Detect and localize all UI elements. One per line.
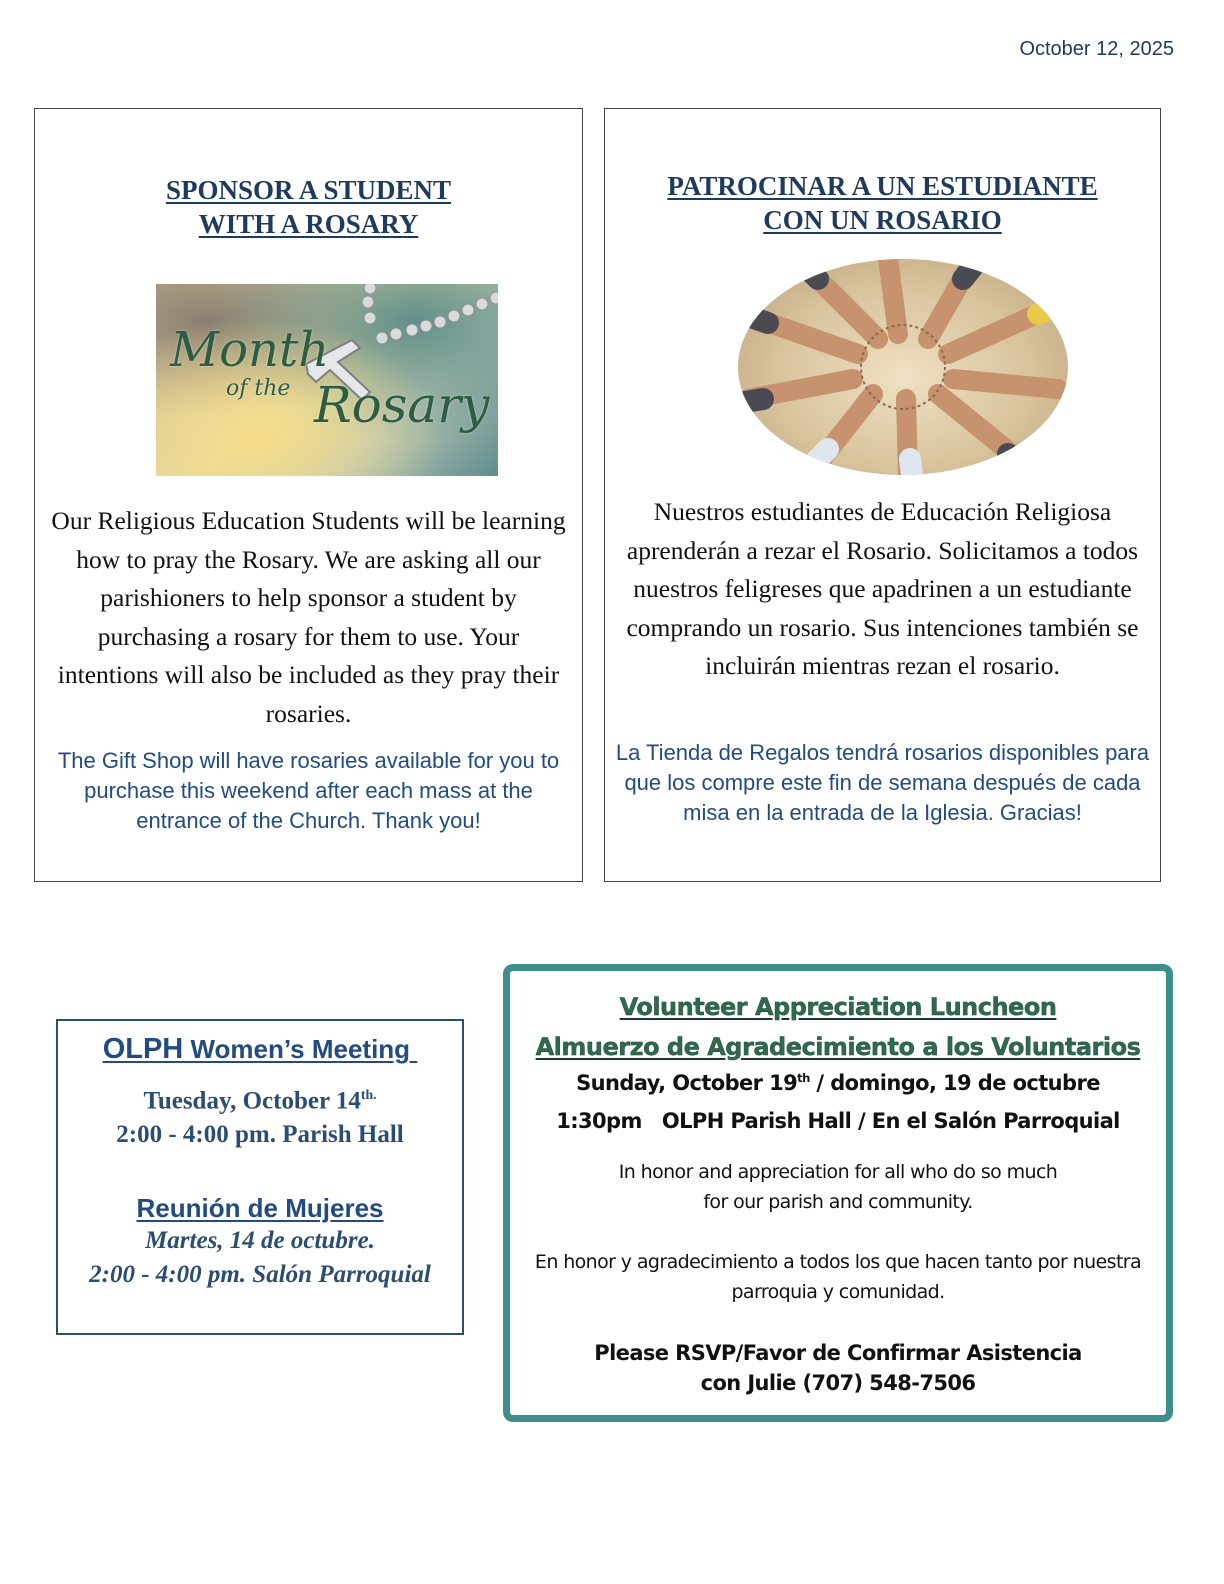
volunteer-honor-es: En honor y agradecimiento a todos los que hacen tanto por nuestra parroquia y comunidad.: [534, 1251, 1142, 1303]
sponsor-title-es-line2: CON UN ROSARIO: [763, 205, 1002, 235]
volunteer-time-place: 1:30pm OLPH Parish Hall / En el Salón Parroquial: [556, 1109, 1120, 1133]
rosary-image-month: Month: [170, 322, 330, 378]
hands-circle-graphic: [738, 259, 1068, 475]
womens-meeting-heading-olph: OLPH: [102, 1033, 184, 1065]
womens-date-en-text: Tuesday, October 14: [143, 1087, 361, 1115]
sponsor-title-en: [35, 173, 582, 241]
volunteer-date-en: Sunday, October 19: [576, 1071, 798, 1095]
volunteer-title-es: Almuerzo de Agradecimiento a los Voluntarios: [535, 1033, 1141, 1061]
sponsor-title-line2: WITH A ROSARY: [198, 209, 419, 239]
volunteer-date-suffix: th: [797, 1071, 810, 1085]
rosary-image-of-the: of the: [226, 376, 291, 401]
womens-meeting-heading: [58, 1033, 462, 1066]
womens-meeting-time-es: 2:00 - 4:00 pm. Salón Parroquial: [89, 1261, 431, 1288]
volunteer-rsvp-line1: Please RSVP/Favor de Confirmar Asistencia: [594, 1341, 1082, 1365]
sponsor-student-box-es: [604, 108, 1161, 882]
sponsor-body-es: Nuestros estudiantes de Educación Religiosa aprenderán a rezar el Rosario. Solicitamos a todos nuestros feligreses que apadrinen a un estudiante comprando un rosario. Sus intenciones también se incluirán mientras rezan el rosario.: [626, 497, 1139, 680]
bulletin-date: October 12, 2025: [1019, 38, 1174, 60]
sponsor-title-es-line1: PATROCINAR A UN ESTUDIANTE: [667, 171, 1098, 201]
volunteer-luncheon-box: [503, 964, 1173, 1422]
volunteer-honor-en: In honor and appreciation for all who do so much for our parish and community.: [618, 1161, 1058, 1213]
gift-shop-note-en: The Gift Shop will have rosaries available for you to purchase this weekend after each mass at the entrance of the Church. Thank you!: [57, 748, 560, 833]
volunteer-date: [510, 1071, 1166, 1095]
womens-meeting-date-en: [58, 1087, 462, 1115]
womens-meeting-date-es: Martes, 14 de octubre.: [145, 1227, 375, 1254]
womens-meeting-heading-rest: Women’s Meeting: [190, 1034, 411, 1064]
rosary-image-rosary: Rosary: [314, 376, 490, 434]
sponsor-title-line1: SPONSOR A STUDENT: [165, 175, 452, 205]
sponsor-student-box-en: [34, 108, 583, 882]
womens-meeting-box: [56, 1019, 464, 1335]
volunteer-title-en: Volunteer Appreciation Luncheon: [619, 993, 1057, 1021]
womens-meeting-heading-es: Reunión de Mujeres: [136, 1193, 384, 1223]
womens-meeting-time-en: 2:00 - 4:00 pm. Parish Hall: [116, 1121, 404, 1148]
children-hands-rosary-photo: [738, 259, 1068, 475]
sponsor-title-es: [605, 169, 1160, 237]
volunteer-rsvp-line2: con Julie (707) 548-7506: [700, 1371, 976, 1395]
sponsor-body-en: Our Religious Education Students will be learning how to pray the Rosary. We are asking all our parishioners to help sponsor a student by purchasing a rosary for them to use. Your intentions will also be included as they pray their rosaries.: [51, 506, 566, 728]
month-of-rosary-image: [156, 284, 498, 476]
womens-date-en-suffix: th.: [360, 1087, 377, 1102]
gift-shop-note-es: La Tienda de Regalos tendrá rosarios disponibles para que los compre este fin de semana después de cada misa en la entrada de la Iglesia. Gracias!: [615, 740, 1150, 825]
volunteer-date-es: / domingo, 19 de octubre: [809, 1071, 1100, 1095]
